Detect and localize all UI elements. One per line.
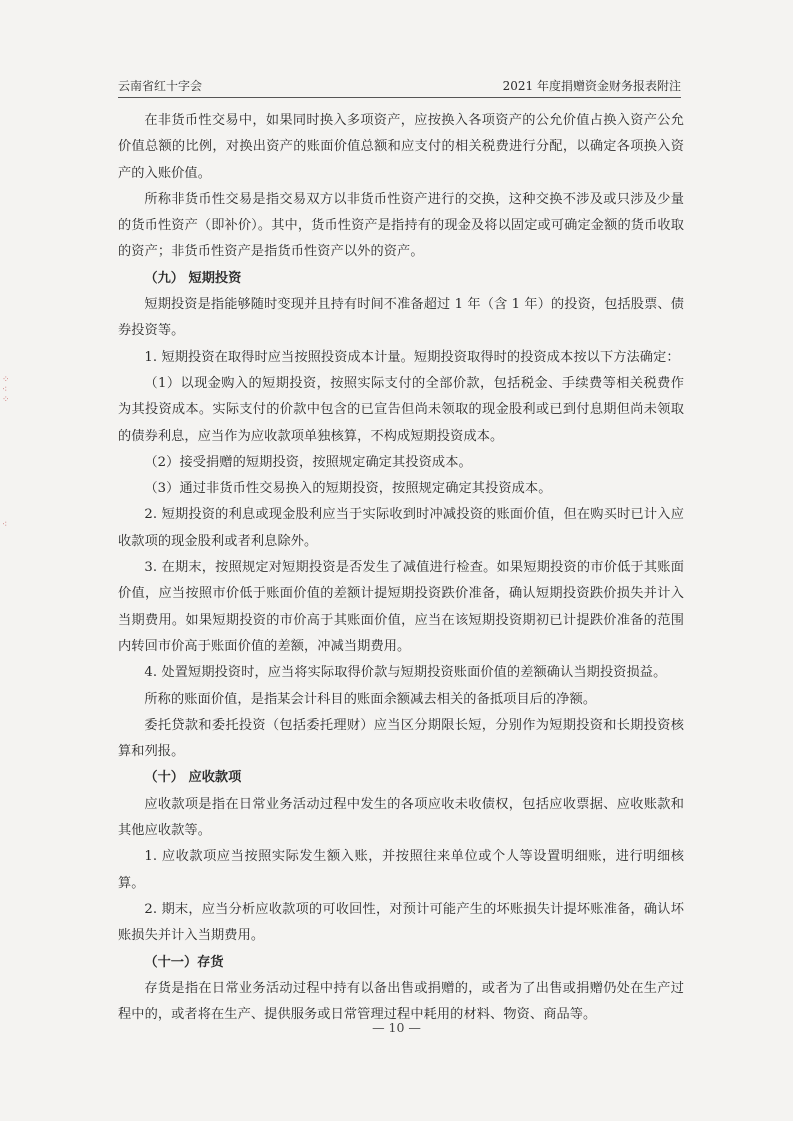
paragraph: 委托贷款和委托投资（包括委托理财）应当区分期限长短，分别作为短期投资和长期投资核算和列报。 <box>118 717 684 760</box>
paragraph: （1）以现金购入的短期投资，按照实际支付的全部价款，包括税金、手续费等相关税费作为其投资成本。实际支付的价款中包含的已宣告但尚未领取的现金股利或已到付息期但尚未领取的债券利息，应当作为应收款项单独核算，不构成短期投资成本。 <box>118 375 684 444</box>
paragraph: 所称的账面价值，是指某会计科目的账面余额减去相关的备抵项目后的净额。 <box>144 691 597 707</box>
paragraph: （2）接受捐赠的短期投资，按照规定确定其投资成本。 <box>144 454 472 470</box>
paragraph: 在非货币性交易中，如果同时换入多项资产，应按换入各项资产的公允价值占换入资产公允价值总额的比例，对换出资产的账面价值总额和应支付的相关税费进行分配，以确定各项换入资产的入账价值。 <box>118 113 684 181</box>
paragraph: 存货是指在日常业务活动过程中持有以备出售或捐赠的，或者为了出售或捐赠仍处在生产过程中的，或者将在生产、提供服务或日常管理过程中耗用的材料、物资、商品等。 <box>118 980 684 1023</box>
paragraph: （3）通过非货币性交易换入的短期投资，按照规定确定其投资成本。 <box>144 481 552 497</box>
paragraph: 3. 在期末，按照规定对短期投资是否发生了减值进行检查。如果短期投资的市价低于其账面价值，应当按照市价低于账面价值的差额计提短期投资跌价准备，确认短期投资跌价损失并计入当期费用。如果短期投资的市价高于其账面价值，应当在该短期投资期初已计提跌价准备的范围内转回市价高于账面价值的差额，冲减当期费用。 <box>118 560 684 654</box>
section-heading: （十一）存货 <box>144 954 224 970</box>
paragraph: 1. 应收款项应当按照实际发生额入账，并按照往来单位或个人等设置明细账，进行明细核算。 <box>118 849 684 891</box>
header-org: 云南省红十字会 <box>118 79 203 93</box>
paragraph: 4. 处置短期投资时，应当将实际取得价款与短期投资账面价值的差额确认当期投资损益。 <box>144 665 667 681</box>
margin-stamp-mark: ⁘ ⁖ ⁘ <box>2 375 10 405</box>
paragraph: 2. 期末，应当分析应收款项的可收回性，对预计可能产生的坏账损失计提坏账准备，确认坏账损失并计入当期费用。 <box>118 901 684 944</box>
paragraph: 短期投资是指能够随时变现并且持有时间不准备超过 1 年（含 1 年）的投资，包括股票、债券投资等。 <box>118 297 684 339</box>
header-doc-title: 2021 年度捐赠资金财务报表附注 <box>502 79 681 93</box>
section-heading: （九） 短期投资 <box>144 270 242 286</box>
paragraph: 1. 短期投资在取得时应当按照投资成本计量。短期投资取得时的投资成本按以下方法确定： <box>144 349 680 365</box>
section-heading: （十） 应收款项 <box>144 770 242 786</box>
page-header <box>118 77 681 98</box>
paragraph: 所称非货币性交易是指交易双方以非货币性资产进行的交换，这种交换不涉及或只涉及少量的货币性资产（即补价）。其中，货币性资产是指持有的现金及将以固定或可确定金额的货币收取的资产；非货币性资产是指货币性资产以外的资产。 <box>118 191 684 260</box>
paragraph: 2. 短期投资的利息或现金股利应当于实际收到时冲减投资的账面价值，但在购买时已计入应收款项的现金股利或者利息除外。 <box>118 507 684 549</box>
margin-stamp-mark: ⁖ <box>2 520 8 530</box>
document-body <box>118 108 684 1028</box>
paragraph: 应收款项是指在日常业务活动过程中发生的各项应收未收债权，包括应收票据、应收账款和其他应收款等。 <box>118 796 684 839</box>
page-number: — 10 — <box>372 1020 421 1035</box>
